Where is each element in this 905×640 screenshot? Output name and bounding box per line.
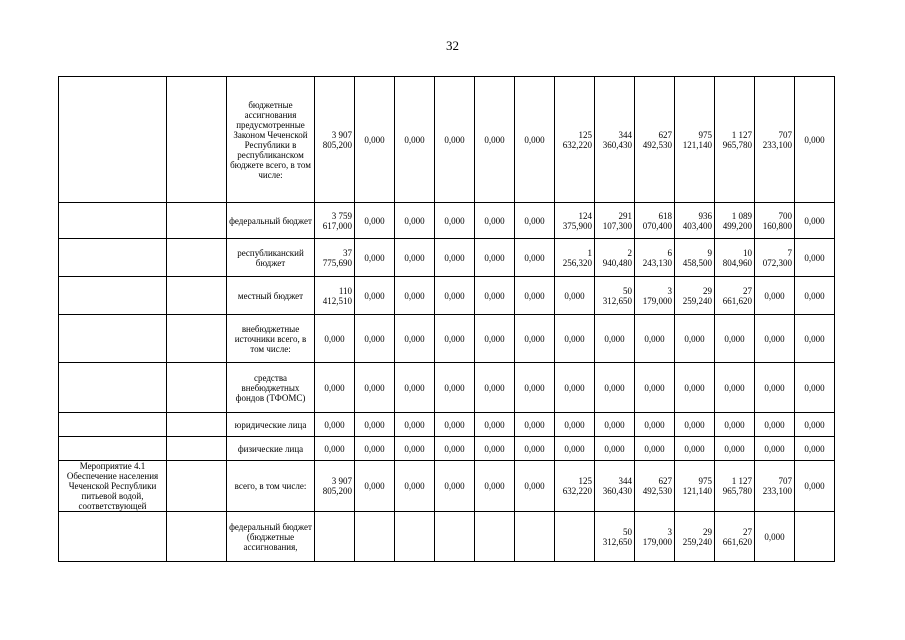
amount-cell: 1 089 499,200 xyxy=(715,203,755,239)
amount-cell: 0,000 xyxy=(795,363,835,413)
amount-cell: 0,000 xyxy=(595,315,635,363)
amount-cell: 125 632,220 xyxy=(555,461,595,512)
amount-cell: 0,000 xyxy=(675,363,715,413)
funding-source-cell: бюджетные ассигнования предусмотренные Законом Чеченской Республики в республиканском бюджете всего, в том числе: xyxy=(227,77,315,203)
amount-cell: 0,000 xyxy=(355,239,395,277)
amount-cell: 0,000 xyxy=(355,203,395,239)
amount-cell xyxy=(167,315,227,363)
amount-cell: 1 127 965,780 xyxy=(715,77,755,203)
amount-cell: 0,000 xyxy=(315,363,355,413)
amount-cell: 975 121,140 xyxy=(675,461,715,512)
amount-cell: 0,000 xyxy=(435,277,475,315)
amount-cell: 0,000 xyxy=(515,77,555,203)
amount-cell: 0,000 xyxy=(675,315,715,363)
amount-cell: 0,000 xyxy=(795,461,835,512)
amount-cell: 0,000 xyxy=(715,363,755,413)
amount-cell: 0,000 xyxy=(795,413,835,437)
amount-cell: 0,000 xyxy=(315,437,355,461)
amount-cell: 0,000 xyxy=(515,363,555,413)
amount-cell xyxy=(167,203,227,239)
amount-cell: 0,000 xyxy=(435,437,475,461)
amount-cell: 0,000 xyxy=(355,77,395,203)
amount-cell: 0,000 xyxy=(595,437,635,461)
funding-source-cell: внебюджетные источники всего, в том числе: xyxy=(227,315,315,363)
amount-cell: 3 179,000 xyxy=(635,277,675,315)
funding-source-cell: всего, в том числе: xyxy=(227,461,315,512)
amount-cell: 27 661,620 xyxy=(715,277,755,315)
amount-cell: 0,000 xyxy=(635,363,675,413)
funding-source-cell: республиканский бюджет xyxy=(227,239,315,277)
amount-cell: 344 360,430 xyxy=(595,461,635,512)
amount-cell: 0,000 xyxy=(675,437,715,461)
amount-cell: 50 312,650 xyxy=(595,277,635,315)
amount-cell: 0,000 xyxy=(475,203,515,239)
amount-cell: 627 492,530 xyxy=(635,77,675,203)
amount-cell: 0,000 xyxy=(435,363,475,413)
amount-cell xyxy=(167,277,227,315)
amount-cell: 0,000 xyxy=(715,437,755,461)
amount-cell: 0,000 xyxy=(355,437,395,461)
amount-cell: 0,000 xyxy=(795,437,835,461)
amount-cell: 0,000 xyxy=(355,461,395,512)
amount-cell: 0,000 xyxy=(715,413,755,437)
amount-cell: 27 661,620 xyxy=(715,512,755,562)
page-number: 32 xyxy=(446,38,459,53)
amount-cell: 0,000 xyxy=(355,413,395,437)
amount-cell: 1 127 965,780 xyxy=(715,461,755,512)
amount-cell: 0,000 xyxy=(395,363,435,413)
table-row xyxy=(59,512,835,562)
amount-cell: 627 492,530 xyxy=(635,461,675,512)
amount-cell: 0,000 xyxy=(515,315,555,363)
table-row xyxy=(59,461,835,512)
amount-cell: 0,000 xyxy=(555,437,595,461)
amount-cell xyxy=(355,512,395,562)
amount-cell: 707 233,100 xyxy=(755,461,795,512)
amount-cell: 6 243,130 xyxy=(635,239,675,277)
amount-cell: 0,000 xyxy=(755,363,795,413)
amount-cell: 0,000 xyxy=(475,437,515,461)
amount-cell: 0,000 xyxy=(395,437,435,461)
amount-cell: 291 107,300 xyxy=(595,203,635,239)
event-name-cell xyxy=(59,363,167,413)
amount-cell: 975 121,140 xyxy=(675,77,715,203)
amount-cell xyxy=(167,363,227,413)
amount-cell: 29 259,240 xyxy=(675,277,715,315)
amount-cell: 0,000 xyxy=(475,363,515,413)
amount-cell: 3 179,000 xyxy=(635,512,675,562)
amount-cell: 29 259,240 xyxy=(675,512,715,562)
amount-cell xyxy=(515,512,555,562)
amount-cell: 0,000 xyxy=(515,203,555,239)
amount-cell: 700 160,800 xyxy=(755,203,795,239)
amount-cell: 3 759 617,000 xyxy=(315,203,355,239)
amount-cell xyxy=(475,512,515,562)
amount-cell: 344 360,430 xyxy=(595,77,635,203)
amount-cell: 0,000 xyxy=(755,512,795,562)
table-body xyxy=(59,77,835,562)
amount-cell: 0,000 xyxy=(395,239,435,277)
amount-cell: 37 775,690 xyxy=(315,239,355,277)
amount-cell xyxy=(435,512,475,562)
amount-cell: 124 375,900 xyxy=(555,203,595,239)
amount-cell xyxy=(795,512,835,562)
amount-cell xyxy=(167,413,227,437)
amount-cell: 0,000 xyxy=(795,315,835,363)
funding-source-cell: средства внебюджетных фондов (ТФОМС) xyxy=(227,363,315,413)
amount-cell: 0,000 xyxy=(355,363,395,413)
table-row xyxy=(59,277,835,315)
amount-cell xyxy=(167,437,227,461)
amount-cell: 0,000 xyxy=(515,277,555,315)
amount-cell: 0,000 xyxy=(475,413,515,437)
event-name-cell: Мероприятие 4.1 Обеспечение населения Чеченской Республики питьевой водой, соответствующей xyxy=(59,461,167,512)
amount-cell: 0,000 xyxy=(755,413,795,437)
funding-source-cell: юридические лица xyxy=(227,413,315,437)
event-name-cell xyxy=(59,512,167,562)
amount-cell: 0,000 xyxy=(515,239,555,277)
amount-cell: 0,000 xyxy=(675,413,715,437)
amount-cell: 0,000 xyxy=(355,315,395,363)
amount-cell xyxy=(167,239,227,277)
funding-source-cell: местный бюджет xyxy=(227,277,315,315)
amount-cell: 50 312,650 xyxy=(595,512,635,562)
amount-cell: 618 070,400 xyxy=(635,203,675,239)
funding-source-cell: физические лица xyxy=(227,437,315,461)
amount-cell: 0,000 xyxy=(515,461,555,512)
funding-source-cell: федеральный бюджет (бюджетные ассигнования, xyxy=(227,512,315,562)
amount-cell: 0,000 xyxy=(475,315,515,363)
table-row xyxy=(59,437,835,461)
amount-cell: 0,000 xyxy=(315,315,355,363)
amount-cell: 0,000 xyxy=(755,277,795,315)
amount-cell: 7 072,300 xyxy=(755,239,795,277)
amount-cell: 0,000 xyxy=(555,413,595,437)
amount-cell: 0,000 xyxy=(555,277,595,315)
amount-cell: 0,000 xyxy=(555,315,595,363)
amount-cell: 0,000 xyxy=(555,363,595,413)
amount-cell: 0,000 xyxy=(355,277,395,315)
amount-cell: 1 256,320 xyxy=(555,239,595,277)
amount-cell: 0,000 xyxy=(635,437,675,461)
amount-cell: 10 804,960 xyxy=(715,239,755,277)
amount-cell: 0,000 xyxy=(595,413,635,437)
amount-cell: 0,000 xyxy=(395,277,435,315)
amount-cell: 0,000 xyxy=(795,77,835,203)
event-name-cell xyxy=(59,77,167,203)
amount-cell: 0,000 xyxy=(395,203,435,239)
amount-cell xyxy=(167,461,227,512)
amount-cell: 936 403,400 xyxy=(675,203,715,239)
amount-cell: 0,000 xyxy=(795,203,835,239)
event-name-cell xyxy=(59,277,167,315)
amount-cell: 0,000 xyxy=(515,437,555,461)
amount-cell: 0,000 xyxy=(435,413,475,437)
table-row xyxy=(59,239,835,277)
event-name-cell xyxy=(59,203,167,239)
amount-cell: 0,000 xyxy=(475,239,515,277)
amount-cell: 0,000 xyxy=(635,413,675,437)
amount-cell: 0,000 xyxy=(315,413,355,437)
amount-cell: 0,000 xyxy=(435,203,475,239)
table-row xyxy=(59,315,835,363)
table-row xyxy=(59,77,835,203)
budget-table xyxy=(58,76,835,562)
amount-cell: 110 412,510 xyxy=(315,277,355,315)
amount-cell: 0,000 xyxy=(395,77,435,203)
amount-cell: 0,000 xyxy=(475,277,515,315)
event-name-cell xyxy=(59,315,167,363)
amount-cell: 0,000 xyxy=(395,315,435,363)
table-row xyxy=(59,413,835,437)
amount-cell: 0,000 xyxy=(595,363,635,413)
amount-cell xyxy=(167,512,227,562)
amount-cell: 125 632,220 xyxy=(555,77,595,203)
amount-cell xyxy=(167,77,227,203)
event-name-cell xyxy=(59,437,167,461)
table-row xyxy=(59,203,835,239)
amount-cell: 0,000 xyxy=(755,437,795,461)
amount-cell xyxy=(395,512,435,562)
amount-cell: 2 940,480 xyxy=(595,239,635,277)
amount-cell: 0,000 xyxy=(435,77,475,203)
amount-cell: 0,000 xyxy=(435,239,475,277)
amount-cell: 0,000 xyxy=(755,315,795,363)
amount-cell: 0,000 xyxy=(475,461,515,512)
event-name-cell xyxy=(59,413,167,437)
table-row xyxy=(59,363,835,413)
amount-cell: 3 907 805,200 xyxy=(315,77,355,203)
amount-cell: 0,000 xyxy=(715,315,755,363)
amount-cell: 0,000 xyxy=(395,461,435,512)
amount-cell: 707 233,100 xyxy=(755,77,795,203)
funding-source-cell: федеральный бюджет xyxy=(227,203,315,239)
amount-cell: 0,000 xyxy=(795,277,835,315)
amount-cell: 0,000 xyxy=(475,77,515,203)
amount-cell: 3 907 805,200 xyxy=(315,461,355,512)
event-name-cell xyxy=(59,239,167,277)
amount-cell: 0,000 xyxy=(635,315,675,363)
amount-cell: 0,000 xyxy=(515,413,555,437)
amount-cell: 0,000 xyxy=(795,239,835,277)
amount-cell xyxy=(555,512,595,562)
amount-cell: 0,000 xyxy=(435,461,475,512)
amount-cell: 0,000 xyxy=(395,413,435,437)
amount-cell xyxy=(315,512,355,562)
amount-cell: 9 458,500 xyxy=(675,239,715,277)
amount-cell: 0,000 xyxy=(435,315,475,363)
